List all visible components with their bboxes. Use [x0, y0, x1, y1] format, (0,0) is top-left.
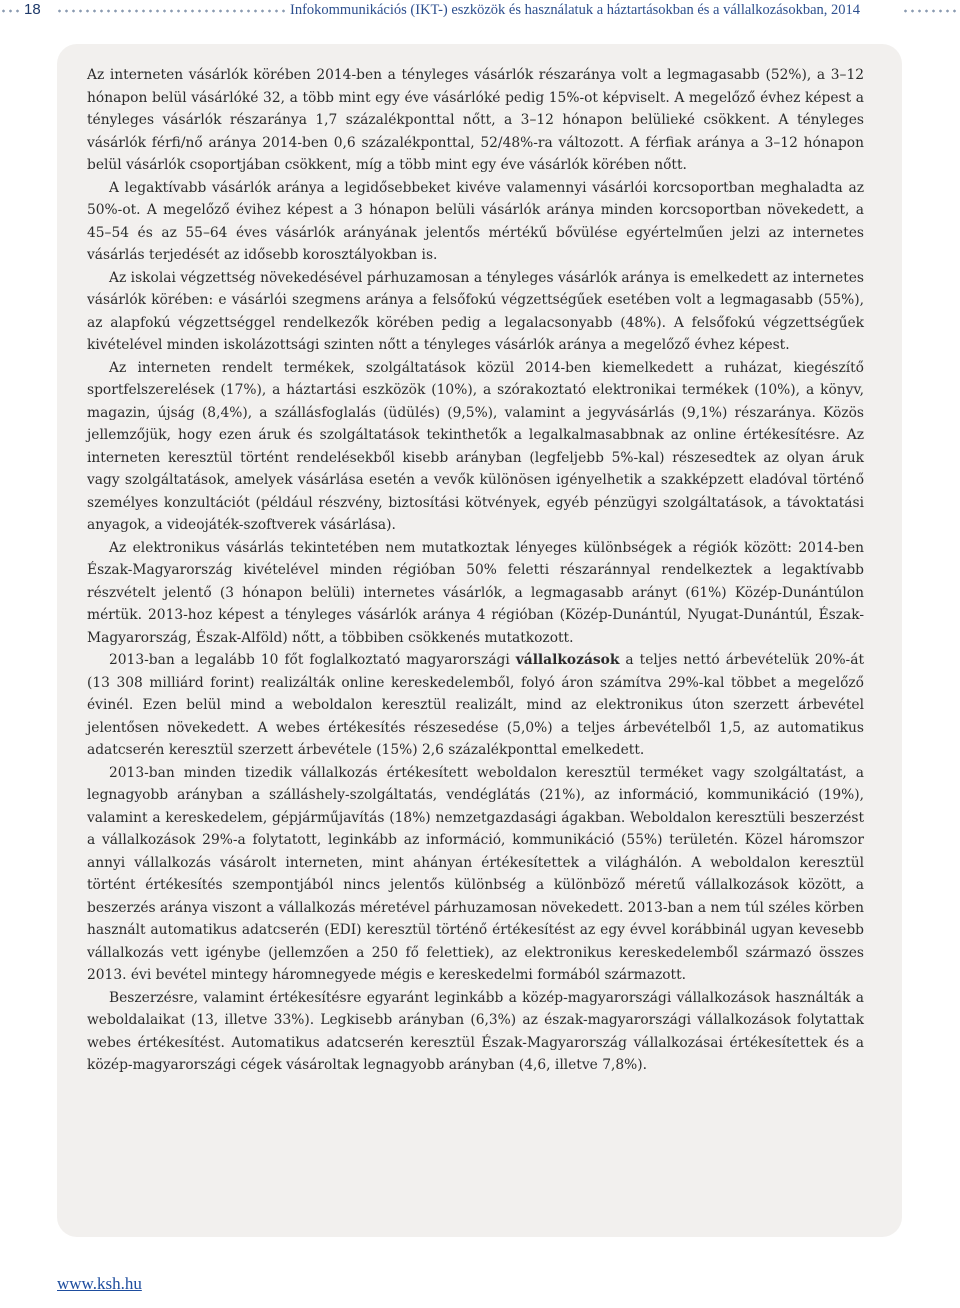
paragraph-enterprises-revenue-rest: a teljes nettó árbevételük 20%-át (13 308 milliárd forint) realizálták online kereskedelemből, folyó áron számítva 29%-kal többet a megelőző évinél. Ezen belül mind a weboldalon keresztül realizált, mind az elektronikus úton szerzett árbevétel jelentősen növekedett. A webes értékesítés részesedése (5,0%) a teljes árbevételből 1,5, az automatikus adatcserén keresztül szerzett árbevétele (15%) 2,6 százalékponttal emelkedett.: [87, 652, 864, 758]
paragraph-education: Az iskolai végzettség növekedésével párhuzamosan a tényleges vásárlók aránya is emelkedett az internetes vásárlók körében: e vásárlói szegmens aránya a felsőfokú végzettségűek esetében volt a legmagasabb (55%), az alapfokú végzettséggel rendelkezők körében pedig a legalacsonyabb (48%). A felsőfokú végzettségűek kivételével minden iskolázottsági szinten nőtt a tényleges vásárlók aránya a megelőző évhez képest.: [87, 269, 864, 353]
header-dots-right: [902, 9, 960, 13]
page-number: 18: [24, 1, 41, 18]
body-text: [87, 64, 864, 1077]
header-dots-middle: [56, 9, 286, 13]
paragraph-enterprises-revenue-start: 2013-ban a legalább 10 főt foglalkoztató magyarországi: [109, 652, 516, 668]
paragraph-online-buyers-share: Az interneten vásárlók körében 2014-ben a tényleges vásárlók részaránya volt a legmagasabb (52%), a 3–12 hónapon belül vásárlóké 32, a több mint egy éve vásárlóké pedig 15%-ot képviselt. A megelőző évhez képest a tényleges vásárlók részaránya 1,7 százalékponttal nőtt, a 3–12 hónapon belülieké csökkent. A tényleges vásárlók férfi/nő aránya 2014-ben 0,6 százalékponttal, 52/48%-ra változott. A férfiak aránya a 3–12 hónapon belül vásárlók csoportjában csökkent, míg a több mint egy éve vásárlók körében nőtt.: [87, 67, 864, 173]
page-header: [0, 0, 960, 24]
paragraph-age-groups: A legaktívabb vásárlók aránya a legidősebbeket kivéve valamennyi vásárlói korcsoportban meghaladta az 50%-ot. A megelőző évihez képest a 3 hónapon belüli vásárlók aránya minden korcsoportban növekedett, a 45–54 és az 55–64 éves vásárlók arányának jelentős mértékű bővülése egyértelműen jelzi az internetes vásárlás terjedését az idősebb korosztályokban is.: [87, 179, 864, 263]
paragraph-enterprises-revenue: [87, 649, 864, 762]
paragraph-regions: Az elektronikus vásárlás tekintetében nem mutatkoztak lényeges különbségek a régiók között: 2014-ben Észak-Magyarország kivételével minden régióban 50% feletti részaránnyal rendelkeztek a legaktívabb részvételt jelentő (3 hónapon belüli) internetes vásárlók, a legmagasabb arányt (61%) Közép-Dunántúlon mértük. 2013-hoz képest a tényleges vásárlók aránya 4 régióban (Közép-Dunántúl, Nyugat-Dunántúl, Észak-Magyarország, Észak-Alföld) nőtt, a többiben csökkenés mutatkozott.: [87, 539, 864, 646]
header-dots-left: [0, 9, 20, 13]
paragraph-products: Az interneten rendelt termékek, szolgáltatások közül 2014-ben kiemelkedett a ruházat, kiegészítő sportfelszerelések (17%), a háztartási eszközök (10%), a szórakoztató elektronikai termékek (10%), a könyv, magazin, újság (8,4%), a szállásfoglalás (üdülés) (9,5%), valamint a jegyvásárlás (9,1%) részaránya. Közös jellemzőjük, hogy ezen áruk és szolgáltatások tekinthetők a legalkalmasabbnak az online értékesítésre. Az interneten keresztül történt rendelésekből kisebb arányban (legfeljebb 5%-kal) részesedtek az olyan áruk vagy szolgáltatások, amelyek vásárlása esetén a vevők különösen igényelhetik a szakképzett eladóval történő személyes konzultációt (például részvény, biztosítási kötvények, egyéb pénzügyi szolgáltatások, a távoktatási anyagok, a videojáték-szoftverek vásárlása).: [87, 359, 864, 533]
running-title: Infokommunikációs (IKT-) eszközök és használatuk a háztartásokban és a vállalkozásokban, 2014: [290, 2, 861, 18]
bold-term-enterprises: vállalkozások: [515, 652, 620, 668]
paragraph-regional-enterprises: Beszerzésre, valamint értékesítésre egyaránt leginkább a közép-magyarországi vállalkozások használták a weboldalaikat (13, illetve 33%). Legkisebb arányban (6,3%) az észak-magyarországi vállalkozások folytattak webes értékesítést. Automatikus adatcserén keresztül Észak-Magyarország vállalkozásai értékesítettek és a közép-magyarországi cégek vásároltak legnagyobb arányban (4,6, illetve 7,8%).: [87, 989, 864, 1073]
footer-website-link[interactable]: www.ksh.hu: [57, 1274, 142, 1293]
paragraph-web-sales: 2013-ban minden tizedik vállalkozás értékesített weboldalon keresztül terméket vagy szolgáltatást, a legnagyobb arányban a szálláshely-szolgáltatás, vendéglátás (21%), az információ, kommunikáció (19%), valamint a kereskedelem, gépjárműjavítás (18%) nemzetgazdasági ágakban. Weboldalon keresztüli beszerzést a vállalkozások 29%-a folytatott, leginkább az információ, kommunikáció (55%) területén. Közel háromszor annyi vállalkozás vásárolt interneten, mint ahányan értékesítettek a világhálón. A weboldalon keresztül történt értékesítés szempontjából nincs jelentős különbség a különböző méretű vállalkozások között, a beszerzés aránya viszont a vállalkozás méretével párhuzamosan növekedett. 2013-ban a nem túl széles körben használt automatikus adatcserén (EDI) keresztül történő értékesítést az egy évvel korábbinál ugyan kevesebb vállalkozás vett igénybe (jellemzően a 250 fő felettiek), az elektronikus kereskedelemből származó összes 2013. évi bevétel mintegy háromnegyede mégis e kereskedelmi formából származott.: [87, 764, 864, 983]
